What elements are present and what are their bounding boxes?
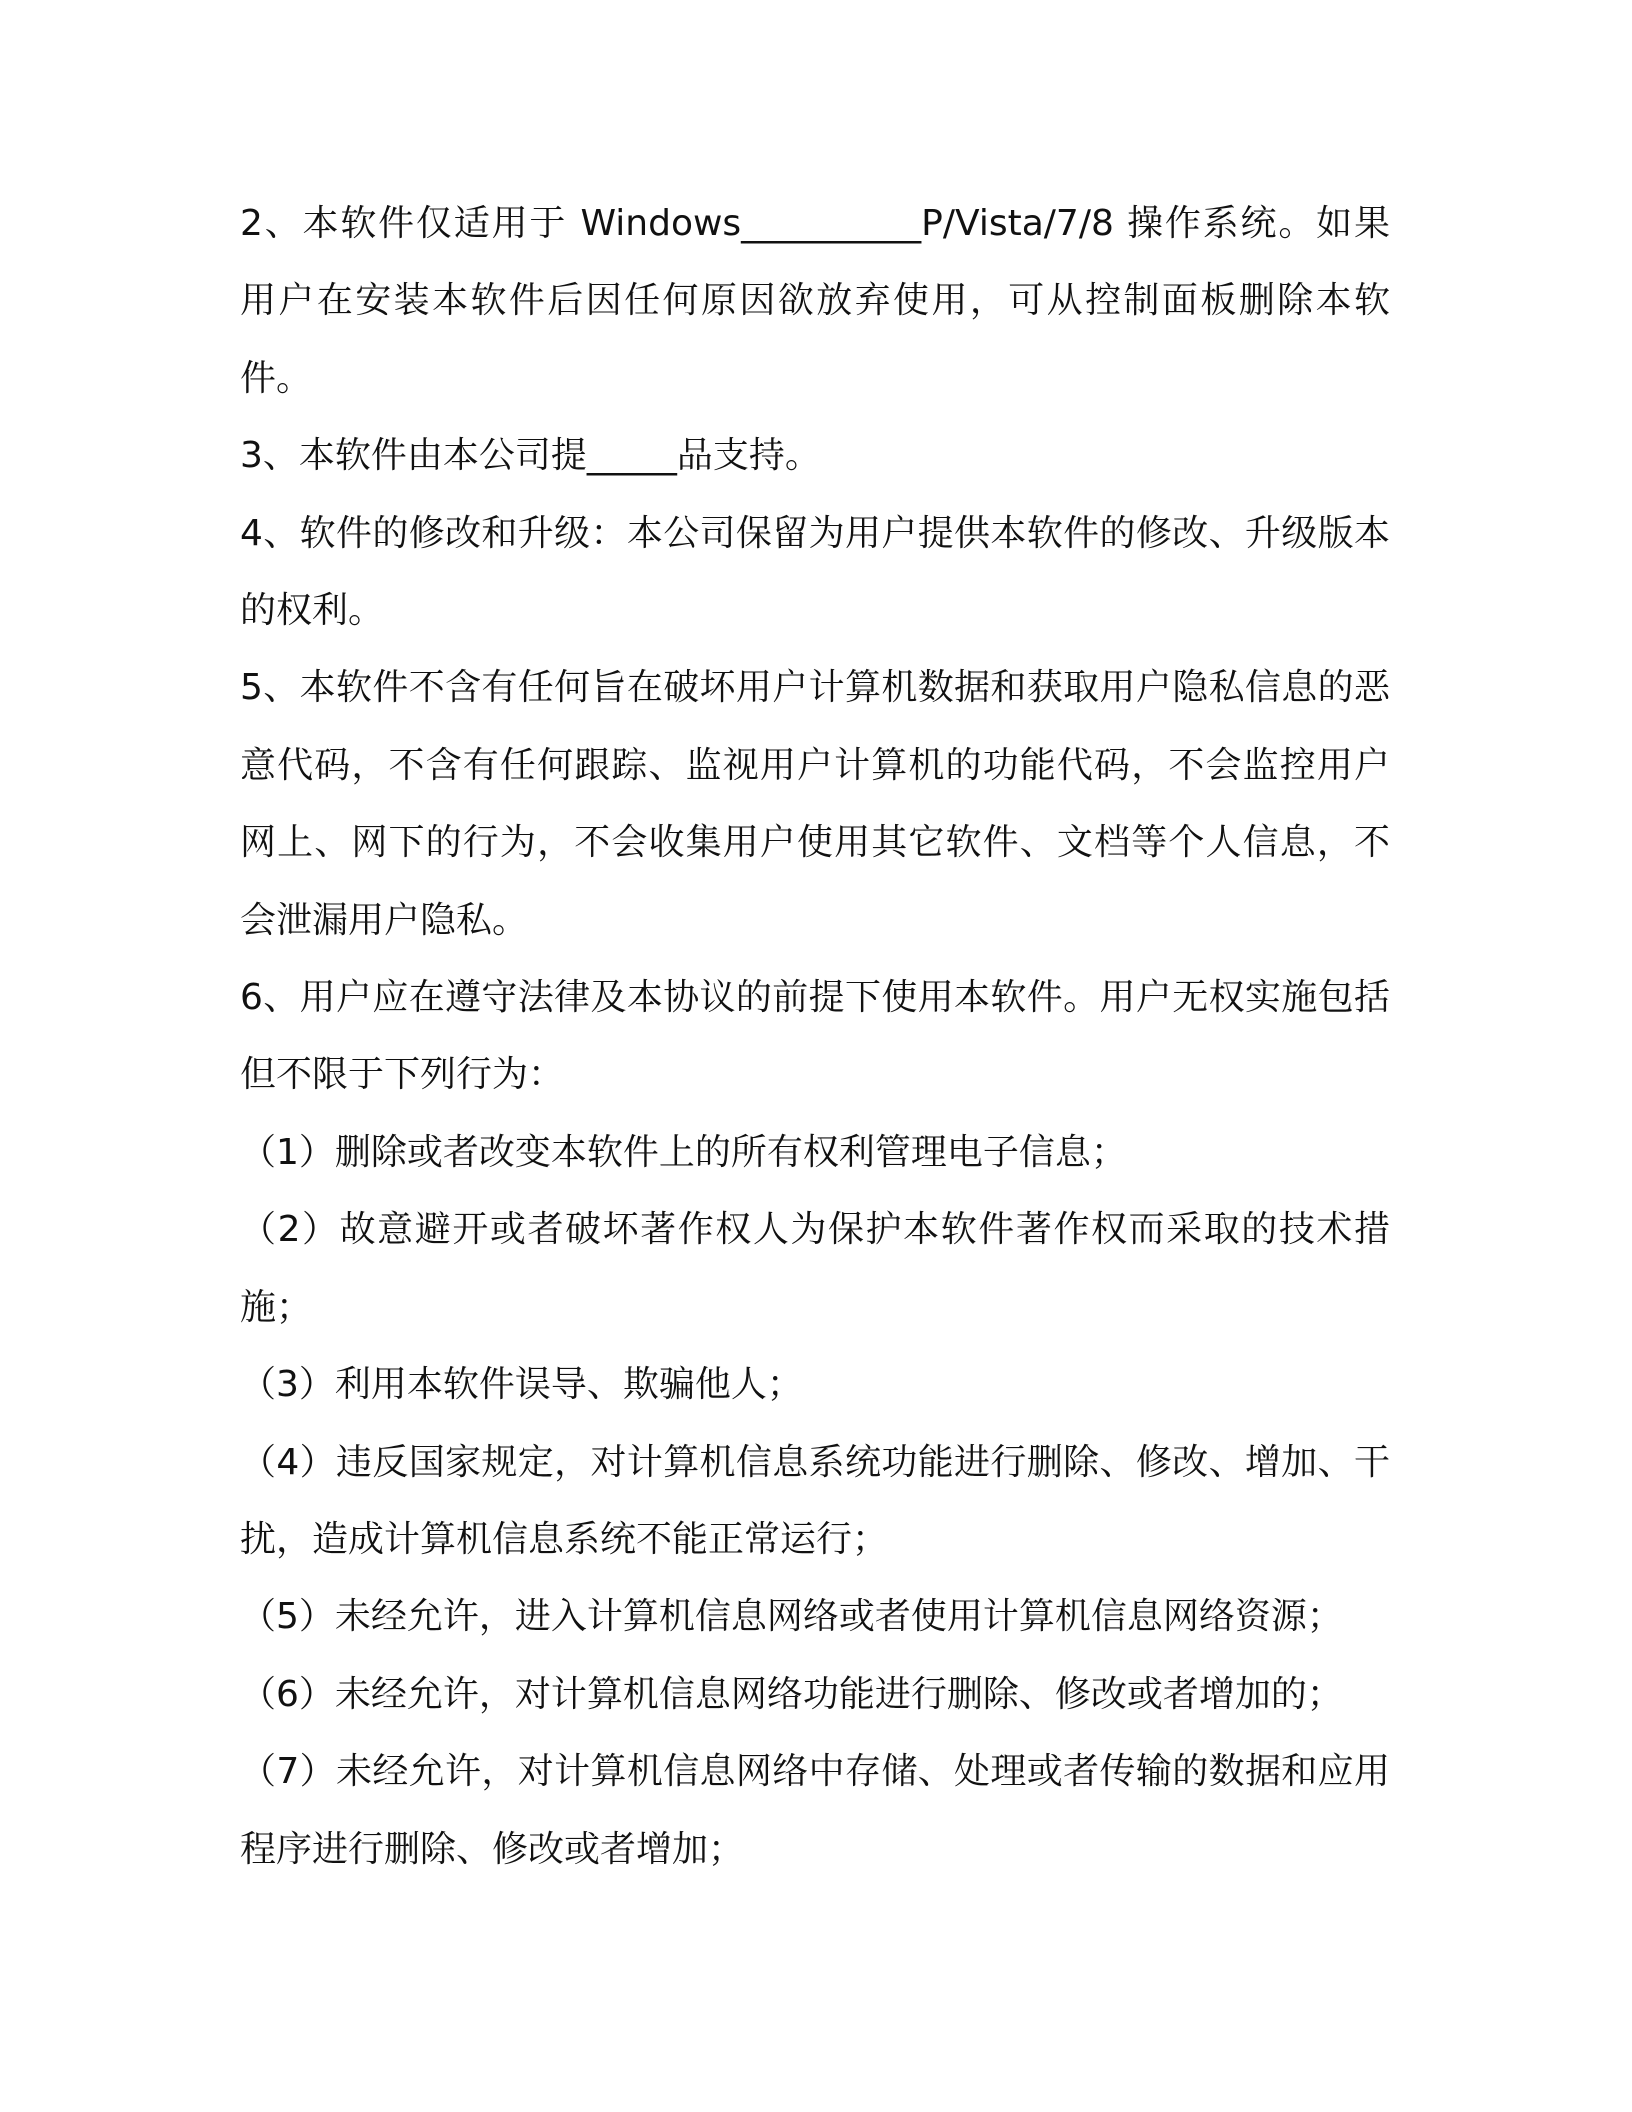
clause-3: 3、本软件由本公司提_____品支持。	[240, 435, 821, 477]
clause-6-item-3: （3）利用本软件误导、欺骗他人；	[240, 1364, 803, 1406]
clause-6: 6、用户应在遵守法律及本协议的前提下使用本软件。用户无权实施包括但不限于下列行为：	[240, 977, 1390, 1096]
clause-6-item-4: （4）违反国家规定，对计算机信息系统功能进行删除、修改、增加、干扰，造成计算机信息系统不能正常运行；	[240, 1441, 1390, 1560]
clause-4: 4、软件的修改和升级：本公司保留为用户提供本软件的修改、升级版本的权利。	[240, 512, 1390, 632]
clause-6-item-5: （5）未经允许，进入计算机信息网络或者使用计算机信息网络资源；	[240, 1596, 1343, 1638]
clause-2: 2、本软件仅适用于 Windows__________P/Vista/7/8 操作系统。如果用户在安装本软件后因任何原因欲放弃使用，可从控制面板删除本软件。	[240, 203, 1390, 399]
clause-6-item-1: （1）删除或者改变本软件上的所有权利管理电子信息；	[240, 1131, 1127, 1173]
document-body	[240, 185, 1390, 1888]
clause-6-item-2: （2）故意避开或者破坏著作权人为保护本软件著作权而采取的技术措施；	[240, 1209, 1390, 1328]
clause-6-item-7: （7）未经允许，对计算机信息网络中存储、处理或者传输的数据和应用程序进行删除、修改或者增加；	[240, 1751, 1390, 1870]
clause-5: 5、本软件不含有任何旨在破坏用户计算机数据和获取用户隐私信息的恶意代码，不含有任何跟踪、监视用户计算机的功能代码，不会监控用户网上、网下的行为，不会收集用户使用其它软件、文档等个人信息，不会泄漏用户隐私。	[240, 667, 1390, 941]
clause-6-item-6: （6）未经允许，对计算机信息网络功能进行删除、修改或者增加的；	[240, 1673, 1343, 1715]
